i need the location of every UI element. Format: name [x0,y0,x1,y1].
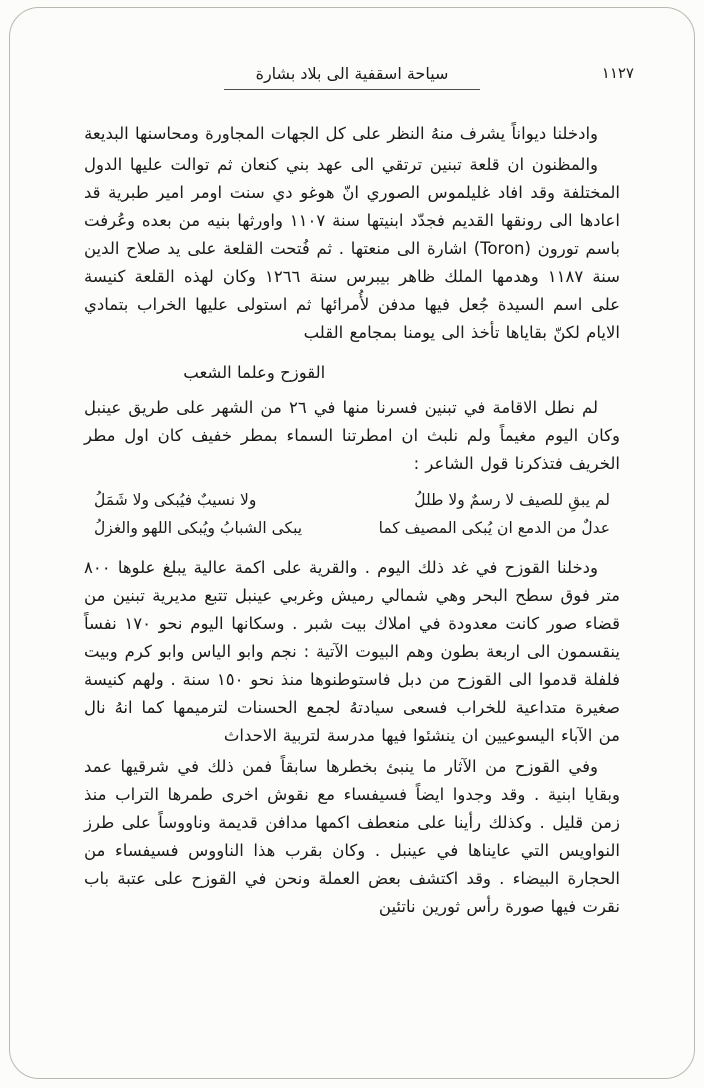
poem-hemistich: لم يبقِ للصيف لا رسمٌ ولا طللُ [414,491,610,509]
page-content [84,60,634,924]
poem-hemistich: عدلٌ من الدمع ان يُبكى المصيف كما [378,519,610,537]
poem-verse [84,486,620,514]
running-title: سياحة اسقفية الى بلاد بشارة [224,60,481,90]
page-number: ١١٢٧ [601,64,634,82]
section-heading: القوزح وعلما الشعب [183,363,326,382]
poem-hemistich: ولا نسيبٌ فيُبكى ولا شَمَلُ [94,491,257,509]
poem-block [84,486,620,542]
page-header [84,60,634,100]
paragraph-qouzah-village: ودخلنا القوزح في غد ذلك اليوم . والقرية على اكمة عالية يبلغ علوها ٨٠٠ متر فوق سطح البحر وهي شمالي رميش وغربي عينبل تتبع مديرية تبنين من قضاء صور كانت معدودة في املاك بيت شبر . وسكانها اليوم نحو ١٧٠ نفساً ينقسمون الى اربعة بطون وهم البيوت الآتية : نجم وابو الياس وابو كرم وبيت فلفلة قدموا الى القوزح من دبل فاستوطنوها منذ نحو ١٥٠ سنة . ولهم كنيسة صغيرة متداعية للخراب فسعى سيادتهُ لجمع الحسنات لترميمها كما انهُ نال من الآباء اليسوعيين ان ينشئوا فيها مدرسة لتربية الاحداث [84,558,620,745]
paragraph-departure: لم نطل الاقامة في تبنين فسرنا منها في ٢٦ من الشهر على طريق عينبل وكان اليوم مغيماً ولم نلبث ان امطرتنا السماء بمطر خفيف كان اول مطر الخريف فتذكرنا قول الشاعر : [84,398,620,473]
paragraph-tibnin-castle-history: والمظنون ان قلعة تبنين ترتقي الى عهد بني كنعان ثم توالت عليها الدول المختلفة وقد افاد غليلموس الصوري انّ هوغو دي سنت اومر امير طبرية قد اعادها الى رونقها القديم فجدّد ابنيتها سنة ١١٠٧ واورثها بنيه من بعده وعُرفت باسم تورون (Toron) اشارة الى منعتها . ثم فُتحت القلعة على يد صلاح الدين سنة ١١٨٧ وهدمها الملك ظاهر بيبرس سنة ١٢٦٦ وكان لهذه القلعة كنيسة على اسم السيدة جُعل فيها مدفن لأُمرائها ثم استولى عليها الخراب بتمادي الايام لكنّ بقاياها تأخذ الى يومنا بمجامع القلب [84,155,620,342]
paragraph-qouzah-antiquities: وفي القوزح من الآثار ما ينبئ بخطرها سابقاً فمن ذلك في شرقيها عمد وبقايا ابنية . وقد وجدوا ايضاً فسيفساء مع نقوش اخرى طمرها التراب منذ زمن قليل . وكذلك رأينا على منعطف اكمها مدافن قديمة وناووساً على طرز النواويس التي عايناها في عينبل . وكان بقرب هذا الناووس فسيفساء من الحجارة البيضاء . وقد اكتشف بعض العملة ونحن في القوزح على عتبة باب نقرت فيها صورة رأس ثورين ناتئين [84,757,620,916]
poem-hemistich: يبكى الشبابُ ويُبكى اللهو والغزلُ [94,519,303,537]
poem-verse [84,514,620,542]
paragraph-intro: وادخلنا ديواناً يشرف منهُ النظر على كل الجهات المجاورة ومحاسنها البديعة [84,124,598,143]
